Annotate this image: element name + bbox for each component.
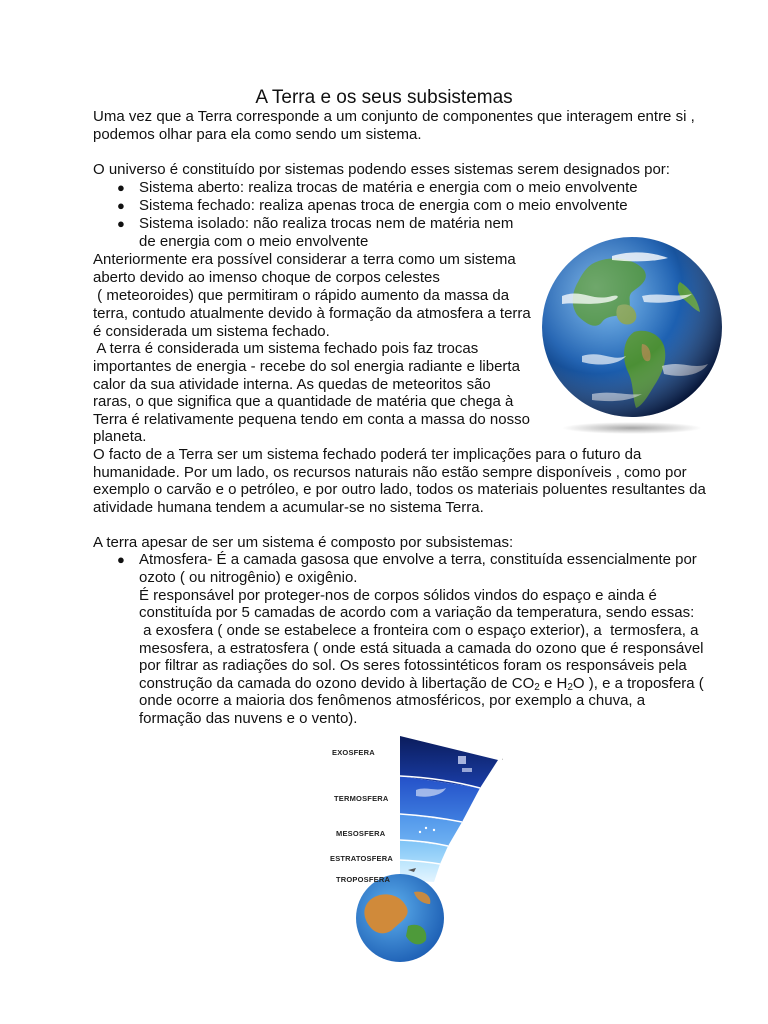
earth-paragraph-line: raras, o que significa que a quantidade de matéria que chega à bbox=[93, 393, 514, 410]
atmosphere-line: mesosfera, a estratosfera ( onde está situada a camada do ozono que é responsável bbox=[139, 640, 704, 657]
layer-label-mesosphere: MESOSFERA bbox=[336, 829, 386, 838]
h2o-subscript: 2 bbox=[567, 682, 573, 693]
svg-text:•: • bbox=[502, 757, 504, 761]
closed-paragraph-line: exemplo o carvão e o petróleo, e por outro lado, todos os materiais poluentes resultantes da bbox=[93, 481, 706, 498]
atmosphere-line: formação das nuvens e o vento). bbox=[139, 710, 358, 727]
bullet-marker: ● bbox=[117, 180, 125, 195]
earth-paragraph-line: aberto devido ao imenso choque de corpos celestes bbox=[93, 269, 440, 286]
closed-paragraph-line: atividade humana tendem a acumular-se no sistema Terra. bbox=[93, 499, 484, 516]
closed-paragraph-line: humanidade. Por um lado, os recursos naturais não estão sempre disponíveis , como por bbox=[93, 464, 687, 481]
earth-paragraph-line: importantes de energia - recebe do sol energia radiante e liberta bbox=[93, 358, 520, 375]
atmosphere-line: construção da camada do ozono devido à libertação de CO bbox=[139, 675, 535, 692]
formula-mid: e H bbox=[539, 675, 568, 692]
universe-line: O universo é constituído por sistemas podendo esses sistemas serem designados por: bbox=[93, 161, 670, 178]
earth-paragraph-line: ( meteoroides) que permitiram o rápido aumento da massa da bbox=[93, 287, 510, 304]
atmosphere-line: constituída por 5 camadas de acordo com a variação da temperatura, sendo essas: bbox=[139, 604, 695, 621]
bullet-marker: ● bbox=[117, 552, 125, 567]
earth-paragraph-line: calor da sua atividade interna. As quedas de meteoritos são bbox=[93, 376, 491, 393]
atmosphere-line: onde ocorre a maioria dos fenômenos atmosféricos, por exemplo a chuva, a bbox=[139, 692, 646, 709]
list-item-isolated-system-cont: de energia com o meio envolvente bbox=[139, 233, 369, 250]
co2-subscript: 2 bbox=[534, 682, 540, 693]
intro-line-2: podemos olhar para ela como sendo um sistema. bbox=[93, 126, 422, 143]
intro-line-1: Uma vez que a Terra corresponde a um conjunto de componentes que interagem entre si , bbox=[93, 108, 695, 125]
layer-label-exosphere: EXOSFERA bbox=[332, 748, 375, 757]
closed-paragraph-line: O facto de a Terra ser um sistema fechado poderá ter implicações para o futuro da bbox=[93, 446, 642, 463]
formula-end: O ), e a troposfera ( bbox=[572, 675, 704, 692]
atmosphere-layers-diagram bbox=[296, 730, 516, 980]
earth-paragraph-line: planeta. bbox=[93, 428, 147, 445]
layer-label-thermosphere: TERMOSFERA bbox=[334, 794, 389, 803]
earth-paragraph-line: terra, contudo atualmente devido à formação da atmosfera a terra bbox=[93, 305, 531, 322]
earth-paragraph-line: Anteriormente era possível considerar a terra como um sistema bbox=[93, 251, 516, 268]
bullet-marker: ● bbox=[117, 216, 125, 231]
list-item-closed-system: Sistema fechado: realiza apenas troca de energia com o meio envolvente bbox=[139, 197, 628, 214]
earth-paragraph-line: é considerada um sistema fechado. bbox=[93, 323, 330, 340]
atmosphere-line: É responsável por proteger-nos de corpos sólidos vindos do espaço e ainda é bbox=[139, 587, 657, 604]
page-title: A Terra e os seus subsistemas bbox=[255, 87, 513, 108]
earth-paragraph-line: A terra é considerada um sistema fechado pois faz trocas bbox=[93, 340, 479, 357]
layer-label-troposphere: TROPOSFERA bbox=[336, 875, 391, 884]
earth-globe-image bbox=[522, 236, 740, 438]
earth-paragraph-line: Terra é relativamente pequena tendo em conta a massa do nosso bbox=[93, 411, 530, 428]
atmosphere-line: ozoto ( ou nitrogênio) e oxigênio. bbox=[139, 569, 358, 586]
bullet-marker: ● bbox=[117, 198, 125, 213]
atmosphere-line: por filtrar as radiações do sol. Os seres fotossintéticos foram os responsáveis pela bbox=[139, 657, 687, 674]
layer-label-stratosphere: ESTRATOSFERA bbox=[330, 854, 393, 863]
atmosphere-line: a exosfera ( onde se estabelece a fronteira com o espaço exterior), a termosfera, a bbox=[139, 622, 699, 639]
atmosphere-line: Atmosfera- É a camada gasosa que envolve a terra, constituída essencialmente por bbox=[139, 551, 697, 568]
list-item-isolated-system: Sistema isolado: não realiza trocas nem de matéria nem bbox=[139, 215, 514, 232]
list-item-open-system: Sistema aberto: realiza trocas de matéria e energia com o meio envolvente bbox=[139, 179, 638, 196]
subsystems-line: A terra apesar de ser um sistema é composto por subsistemas: bbox=[93, 534, 514, 551]
